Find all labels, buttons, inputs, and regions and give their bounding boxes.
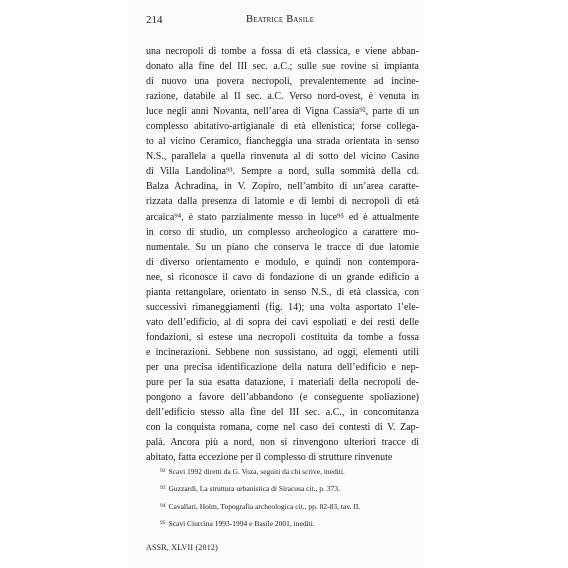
footnote-number: 95 [160,519,166,526]
footnote-text: Cavallari, Holm, Topografia archeologica cit., pp. 82-83, tav. II. [168,501,361,511]
body-line: rizzata dalla presenza di latomie e di lembi di necropoli di età [146,196,419,208]
body-line: donato alla fine del III sec. a.C.; sulle sue rovine si impianta [146,61,419,73]
body-line: dell’edificio stesso alla fine del III sec. a.C., in concomitanza [146,407,419,419]
body-line: e incinerazioni. Sebbene non sussistano, ad oggi, elementi utili [146,346,419,358]
body-line: N.S., parallela a quella rinvenuta al di sotto del vicino Casino [146,151,419,163]
body-line: pure per la sua esatta datazione, i materiali della necropoli de- [146,377,419,389]
body-line: to al vicino Ceramico, fiancheggia una strada orientata in senso [146,136,419,148]
body-line: Balza Achradina, in V. Zopiro, nell’ambito di un’area caratte- [146,181,419,193]
body-line: di Villa Landolina⁹³. Sempre a nord, sulla sommità della cd. [146,166,419,178]
body-line: luce negli anni Novanta, nell’area di Vigna Cassia⁹², parte di un [146,106,419,118]
body-line: razione, databile al II sec. a.C. Verso nord-ovest, è venuta in [146,91,419,103]
footnote-number: 93 [160,485,166,492]
body-line: di diverso orientamento e modulo, e quindi non contempora- [146,256,419,268]
body-line: in corso di studio, un complesso archeologico a carattere mo- [146,226,419,238]
body-line: di nuovo una povera necropoli, prevalentemente ad incine- [146,76,419,88]
page-number: 214 [146,14,163,26]
body-line: per una precisa identificazione della natura dell’edificio e nep- [146,361,419,373]
body-text [146,44,419,465]
body-line: arcaica⁹⁴, è stato parzialmente messo in luce⁹⁵ ed è attualmente [146,211,419,223]
author-running-head: Beatrice Basile [246,14,315,25]
body-line: una necropoli di tombe a fossa di età classica, e viene abban- [146,46,419,57]
footnote-text: Scavi Ciurcina 1993-1994 e Basile 2001, inediti. [168,518,315,528]
body-line: pongono a favore dell’abbandono (e conseguente spoliazione) [146,392,419,404]
footnote-text: Scavi 1992 diretti da G. Voza, seguiti da chi scrive, inediti. [168,467,345,476]
footnote-number: 94 [160,502,166,509]
footnote [160,463,420,480]
body-line: vato dell’edificio, al di sopra dei cavi espoliati e dei resti delle [146,316,419,328]
footnote [160,498,420,515]
body-line: fondazioni, si estese una necropoli costituita da tombe a fossa [146,331,419,343]
body-line: abitato, fatta eccezione per il complesso di strutture rinvenute [146,452,393,464]
footnotes [160,463,420,532]
footnote-number: 92 [160,468,166,474]
body-line: con la conquista romana, come nel caso dei contesti di V. Zap- [146,422,419,434]
footnote-text: Guzzardi, La struttura urbanistica di Siracusa cit., p. 373. [168,484,340,494]
running-header [146,14,420,30]
body-line: complesso abitativo-artigianale di età ellenistica; forse collega- [146,121,419,133]
body-line: nee, si riconosce il cavo di fondazione di un grande edificio a [146,271,419,283]
footnote [160,480,420,497]
body-line: palà. Ancora più a nord, non si rinvengono ulteriori tracce di [146,437,419,449]
body-line: pianta rettangolare, orientato in senso N.S., di età classica, con [146,286,419,298]
body-line: successivi rimaneggiamenti (fig. 14); una volta asportato l’ele- [146,301,419,313]
footnote [160,515,420,532]
body-line: numentale. Su un piano che conserva le tracce di due latomie [146,241,419,253]
journal-footer: ASSR, XLVII (2012) [146,543,218,552]
